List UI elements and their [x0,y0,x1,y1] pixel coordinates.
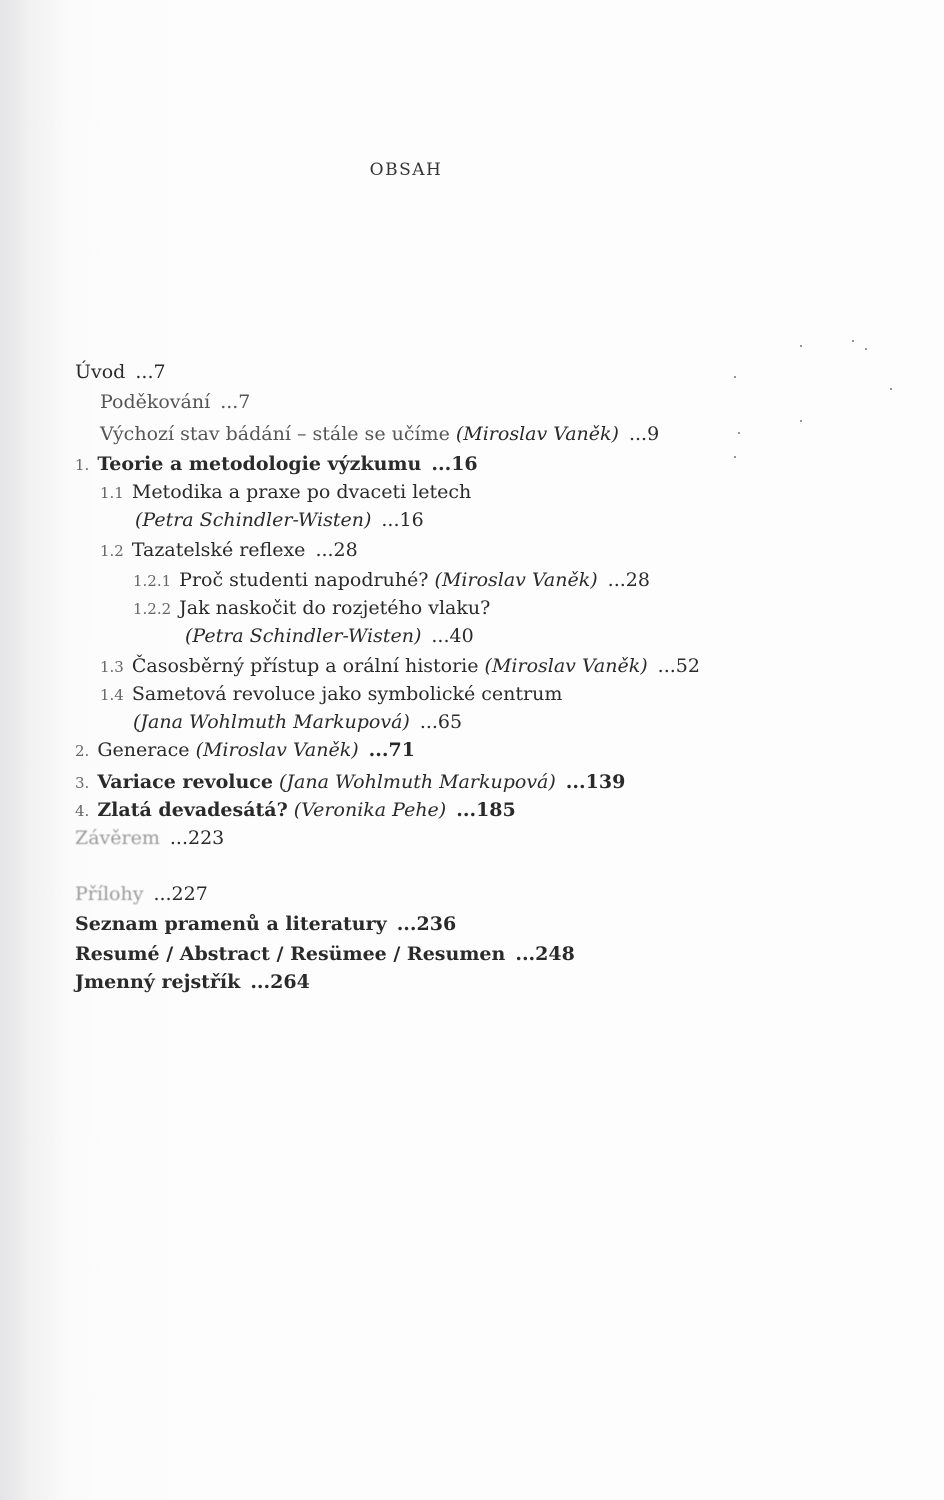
toc-entry-1-1-author[interactable] [135,508,424,532]
entry-page: ...139 [565,771,626,793]
entry-number: 1.1 [100,484,124,502]
entry-number: 1.4 [100,686,124,704]
entry-number: 1.2.2 [133,600,172,618]
entry-label: Poděkování [100,391,211,413]
entry-label: Přílohy [75,883,144,905]
entry-page: ...65 [419,711,463,733]
entry-label: Jmenný rejstřík [75,971,241,993]
entry-author: (Petra Schindler-Wisten) [185,625,422,647]
entry-author: (Veronika Pehe) [293,799,447,821]
entry-author: (Miroslav Vaněk) [484,655,648,677]
entry-page: ...52 [657,655,700,677]
entry-page: ...28 [607,569,650,591]
entry-author: (Jana Wohlmuth Markupová) [278,771,556,793]
toc-entry-1-1[interactable] [100,480,471,505]
toc-entry-chapter-3[interactable] [75,770,625,795]
entry-page: ...16 [431,453,478,475]
entry-label: Časosběrný přístup a orální historie [131,655,479,677]
entry-number: 1. [75,456,90,474]
entry-page: ...248 [515,943,575,965]
toc-entry-vychozi-stav[interactable] [100,422,659,446]
entry-label: Seznam pramenů a literatury [75,913,387,935]
speck [890,388,892,390]
entry-page: ...28 [315,539,358,561]
entry-number: 1.2.1 [133,572,172,590]
toc-entry-uvod[interactable] [75,360,166,384]
toc-entry-1-4-author[interactable] [133,710,462,734]
toc-entry-prilohy[interactable] [75,882,208,906]
speck [800,420,802,422]
entry-page: ...9 [628,423,660,445]
entry-author: (Petra Schindler-Wisten) [135,509,372,531]
toc-entry-chapter-1[interactable] [75,452,478,477]
entry-label: Úvod [75,361,126,383]
entry-page: ...7 [220,391,251,413]
entry-number: 4. [75,802,90,820]
entry-page: ...264 [250,971,310,993]
toc-entry-zaverem[interactable] [75,826,224,850]
entry-author: (Miroslav Vaněk) [195,739,359,761]
entry-label: Generace [97,739,190,761]
entry-page: ...227 [153,883,208,905]
toc-entry-rejstrik[interactable] [75,970,310,994]
toc-entry-seznam[interactable] [75,912,456,936]
entry-number: 2. [75,742,90,760]
entry-page: ...185 [456,799,516,821]
toc-entry-1-3[interactable] [100,654,700,679]
toc-entry-1-2-2[interactable] [133,596,490,621]
toc-entry-chapter-2[interactable] [75,738,415,763]
entry-label: Teorie a metodologie výzkumu [97,453,422,475]
entry-page: ...16 [381,509,424,531]
toc-entry-chapter-4[interactable] [75,798,516,823]
page-title: OBSAH [369,160,443,180]
entry-label: Závěrem [75,827,160,849]
entry-number: 3. [75,774,90,792]
scan-specks [720,320,920,480]
toc-entry-1-2[interactable] [100,538,358,563]
speck [738,432,740,434]
entry-label: Metodika a praxe po dvaceti letech [131,481,472,503]
toc-entry-resume[interactable] [75,942,575,966]
entry-label: Resumé / Abstract / Resümee / Resumen [75,943,506,965]
entry-page: ...223 [169,827,225,849]
toc-entry-1-2-2-author[interactable] [185,624,474,648]
entry-page: ...40 [431,625,474,647]
entry-label: Výchozí stav bádání – stále se učíme [100,423,450,445]
entry-author: (Jana Wohlmuth Markupová) [133,711,410,733]
toc-entry-podekovani[interactable] [100,390,250,414]
entry-label: Variace revoluce [97,771,273,793]
entry-page: ...71 [368,739,415,761]
toc-entry-1-2-1[interactable] [133,568,650,593]
entry-label: Jak naskočit do rozjetého vlaku? [179,597,491,619]
speck [852,340,854,342]
entry-label: Proč studenti napodruhé? [179,569,429,591]
entry-number: 1.3 [100,658,124,676]
toc-entry-1-4[interactable] [100,682,562,707]
speck [865,348,867,350]
entry-number: 1.2 [100,542,124,560]
entry-page: ...7 [135,361,166,383]
entry-page: ...236 [396,913,457,935]
entry-author: (Miroslav Vaněk) [434,569,598,591]
entry-author: (Miroslav Vaněk) [455,423,619,445]
entry-label: Zlatá devadesátá? [97,799,288,821]
speck [734,376,736,378]
entry-label: Sametová revoluce jako symbolické centrum [131,683,563,705]
entry-label: Tazatelské reflexe [131,539,306,561]
speck [800,345,802,347]
speck [734,456,736,458]
